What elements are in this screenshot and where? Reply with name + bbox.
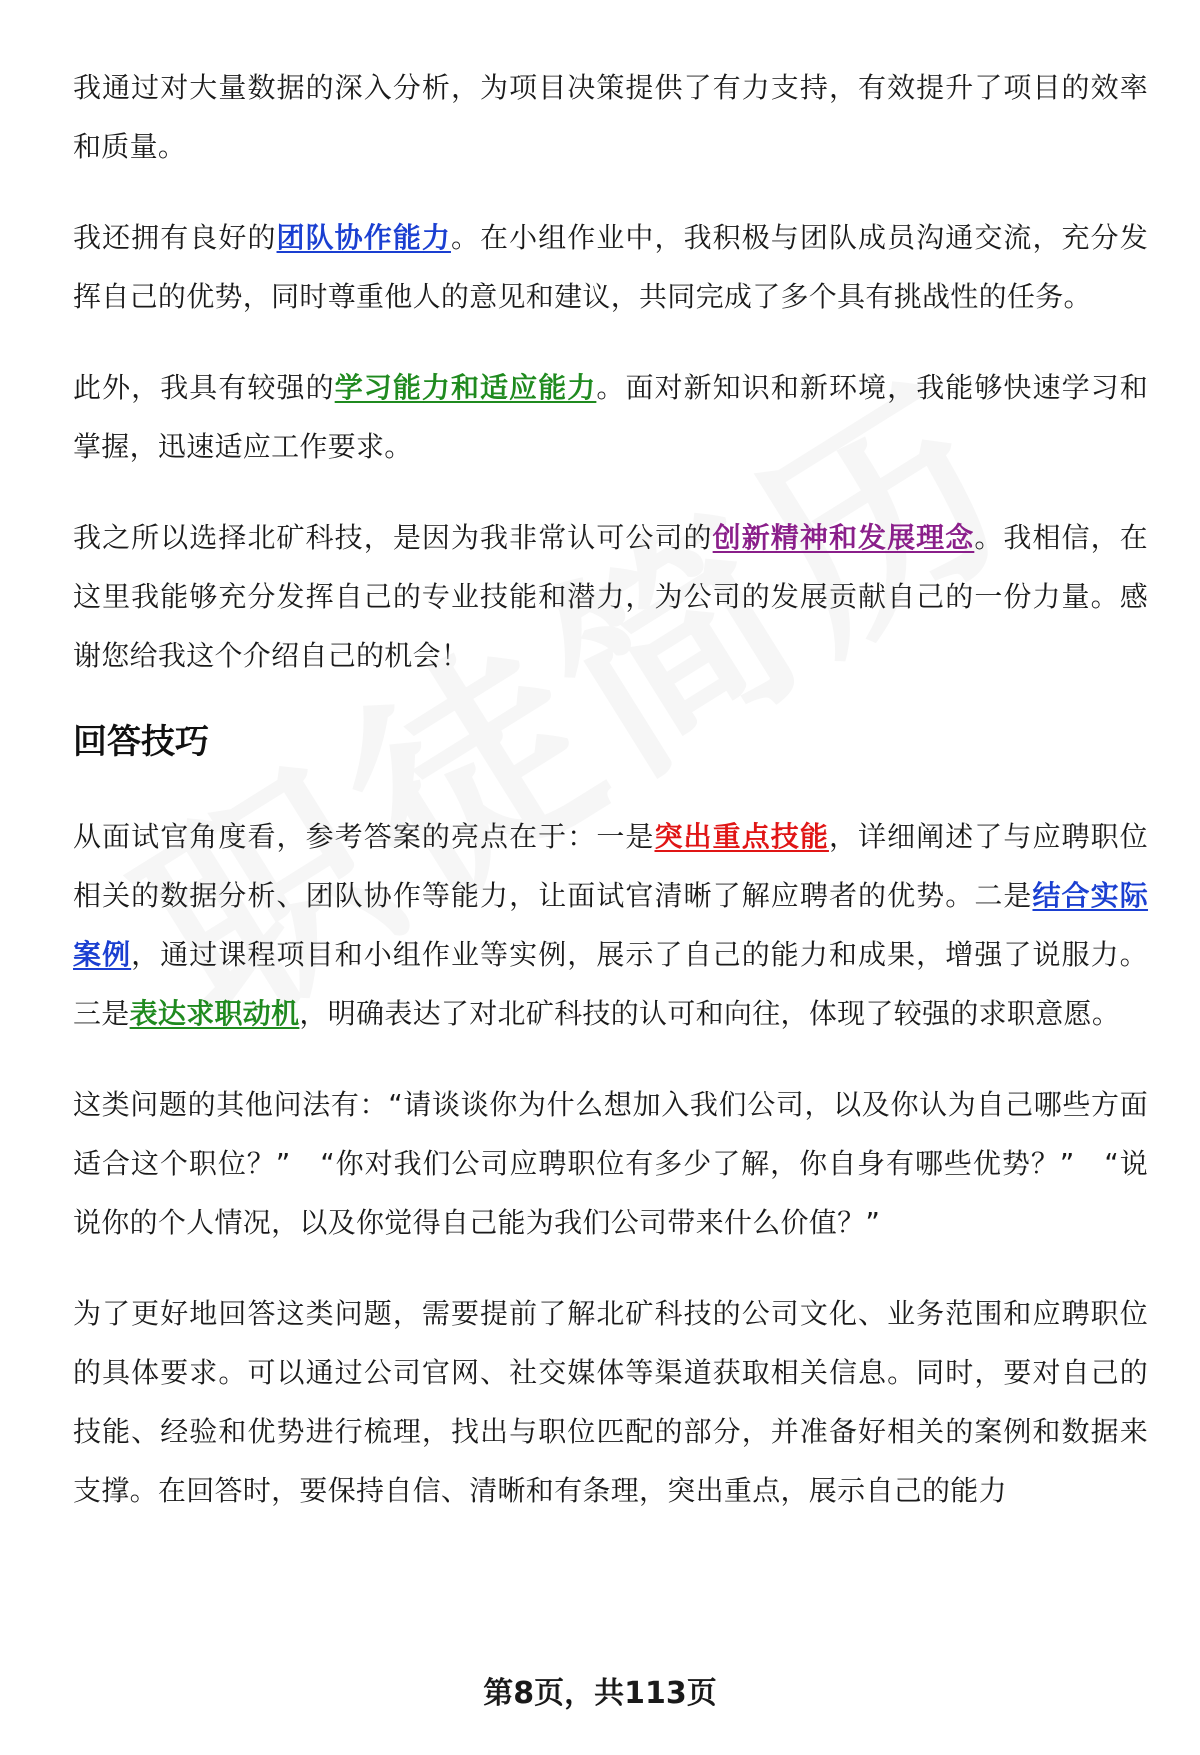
- paragraph-text: 。在小组作业中，我积极与团队成员沟通交流，充分发挥自己的优势，同时尊重他人的意见和建议，共同完成了多个具有挑战性的任务。: [73, 221, 1148, 313]
- highlight-key-skills: 突出重点技能: [654, 820, 829, 853]
- paragraph-text: ，通过课程项目和小组作业等实例，展示了自己的能力和成果，增强了说服力。三是: [73, 938, 1148, 1030]
- paragraph-text: 。我相信，在这里我能够充分发挥自己的专业技能和潜力，为公司的发展贡献自己的一份力量。感谢您给我这个介绍自己的机会！: [73, 521, 1148, 672]
- paragraph-motivation: [73, 508, 1148, 685]
- page-number: 第8页，共113页: [483, 1676, 717, 1711]
- paragraph-text: 。面对新知识和新环境，我能够快速学习和掌握，迅速适应工作要求。: [73, 371, 1149, 463]
- paragraph-text: ，明确表达了对北矿科技的认可和向往，体现了较强的求职意愿。: [299, 997, 1121, 1030]
- paragraph-teamwork: [73, 208, 1148, 326]
- paragraph-alt-questions: [73, 1075, 1148, 1252]
- paragraph-data-analysis: [73, 58, 1148, 176]
- paragraph-text: 为了更好地回答这类问题，需要提前了解北矿科技的公司文化、业务范围和应聘职位的具体要求。可以通过公司官网、社交媒体等渠道获取相关信息。同时，要对自己的技能、经验和优势进行梳理，找出与职位匹配的部分，并准备好相关的案例和数据来支撑。在回答时，要保持自信、清晰和有条理，突出重点，展示自己的能力: [73, 1297, 1148, 1507]
- paragraph-learning: [73, 358, 1148, 476]
- paragraph-text: 从面试官角度看，参考答案的亮点在于：一是: [73, 820, 655, 853]
- highlight-motivation: 表达求职动机: [129, 997, 300, 1030]
- highlight-learning: 学习能力和适应能力: [334, 371, 597, 404]
- paragraph-text: 这类问题的其他问法有：“请谈谈你为什么想加入我们公司，以及你认为自己哪些方面适合这个职位？” “你对我们公司应聘职位有多少了解，你自身有哪些优势？” “说说你的个人情况，以及你觉得自己能为我们公司带来什么价值？”: [73, 1088, 1148, 1239]
- document-page: [73, 58, 1148, 1552]
- paragraph-preparation: [73, 1284, 1148, 1520]
- paragraph-text: 我通过对大量数据的深入分析，为项目决策提供了有力支持，有效提升了项目的效率和质量。: [73, 71, 1148, 163]
- paragraph-text: 我之所以选择北矿科技，是因为我非常认可公司的: [73, 521, 713, 554]
- highlight-innovation: 创新精神和发展理念: [712, 521, 975, 554]
- highlight-teamwork: 团队协作能力: [276, 221, 451, 254]
- paragraph-tips-highlights: [73, 807, 1148, 1043]
- paragraph-text: 此外，我具有较强的: [73, 371, 335, 404]
- highlight-real-cases: 结合实际案例: [73, 879, 1149, 971]
- paragraph-text: 我还拥有良好的: [73, 221, 277, 254]
- paragraph-text: ，详细阐述了与应聘职位相关的数据分析、团队协作等能力，让面试官清晰了解应聘者的优势。二是: [73, 820, 1148, 912]
- section-title: 回答技巧: [73, 722, 209, 762]
